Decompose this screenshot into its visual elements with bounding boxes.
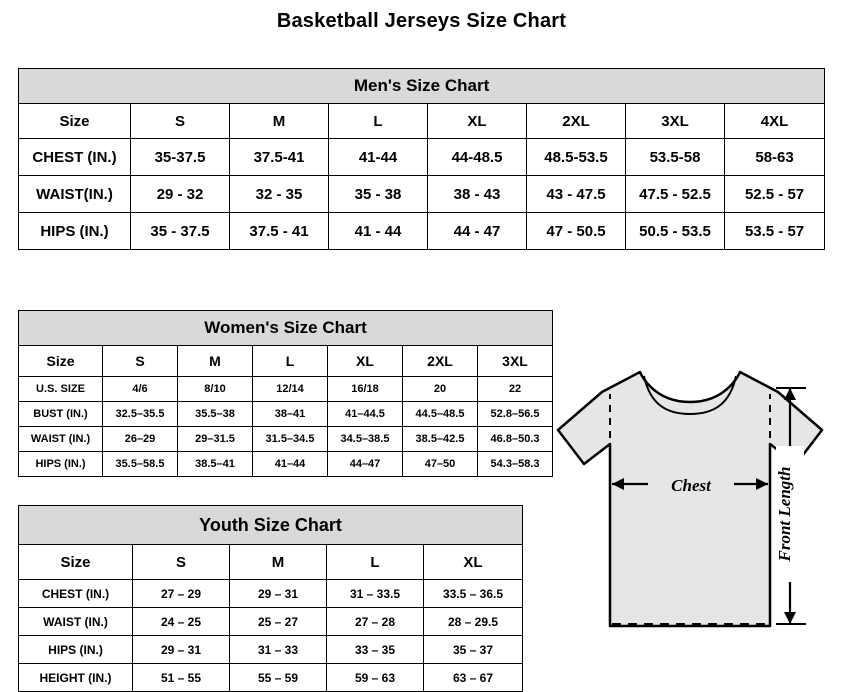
womens-col-header-4: XL — [328, 346, 403, 377]
youth-cell-0-2: 31 – 33.5 — [327, 580, 424, 608]
mens-cell-2-4: 47 - 50.5 — [527, 213, 626, 250]
youth-cell-0-1: 29 – 31 — [230, 580, 327, 608]
womens-col-header-0: Size — [19, 346, 103, 377]
womens-size-chart — [18, 310, 553, 477]
womens-cell-0-5: 22 — [478, 377, 553, 402]
womens-cell-2-3: 34.5–38.5 — [328, 427, 403, 452]
womens-row-label-0: U.S. SIZE — [19, 377, 103, 402]
mens-size-chart — [18, 68, 825, 250]
mens-cell-1-3: 38 - 43 — [428, 176, 527, 213]
youth-size-chart — [18, 505, 523, 692]
mens-size-table — [18, 68, 825, 250]
womens-col-header-2: M — [178, 346, 253, 377]
table-row — [19, 636, 523, 664]
mens-cell-1-1: 32 - 35 — [230, 176, 329, 213]
youth-col-header-1: S — [133, 545, 230, 580]
youth-cell-0-3: 33.5 – 36.5 — [424, 580, 523, 608]
youth-cell-3-1: 55 – 59 — [230, 664, 327, 692]
mens-col-header-3: L — [329, 104, 428, 139]
chest-label: Chest — [671, 476, 711, 495]
youth-col-header-2: M — [230, 545, 327, 580]
youth-cell-3-3: 63 – 67 — [424, 664, 523, 692]
womens-cell-2-0: 26–29 — [103, 427, 178, 452]
youth-row-label-3: HEIGHT (IN.) — [19, 664, 133, 692]
mens-cell-0-6: 58-63 — [725, 139, 825, 176]
mens-cell-2-3: 44 - 47 — [428, 213, 527, 250]
youth-col-header-3: L — [327, 545, 424, 580]
mens-row-label-0: CHEST (IN.) — [19, 139, 131, 176]
womens-cell-2-4: 38.5–42.5 — [403, 427, 478, 452]
tshirt-icon — [540, 358, 840, 678]
mens-cell-2-5: 50.5 - 53.5 — [626, 213, 725, 250]
womens-cell-3-1: 38.5–41 — [178, 452, 253, 477]
womens-chart-caption: Women's Size Chart — [19, 311, 553, 346]
womens-cell-2-5: 46.8–50.3 — [478, 427, 553, 452]
womens-size-table — [18, 310, 553, 477]
table-row — [19, 402, 553, 427]
youth-cell-2-3: 35 – 37 — [424, 636, 523, 664]
womens-row-label-3: HIPS (IN.) — [19, 452, 103, 477]
youth-cell-3-2: 59 – 63 — [327, 664, 424, 692]
youth-col-header-0: Size — [19, 545, 133, 580]
womens-col-header-3: L — [253, 346, 328, 377]
front-length-label: Front Length — [775, 466, 794, 562]
womens-cell-3-4: 47–50 — [403, 452, 478, 477]
youth-cell-0-0: 27 – 29 — [133, 580, 230, 608]
table-row — [19, 176, 825, 213]
mens-cell-1-5: 47.5 - 52.5 — [626, 176, 725, 213]
youth-cell-1-1: 25 – 27 — [230, 608, 327, 636]
womens-col-header-6: 3XL — [478, 346, 553, 377]
womens-cell-0-4: 20 — [403, 377, 478, 402]
youth-chart-caption: Youth Size Chart — [19, 506, 523, 545]
mens-col-header-7: 4XL — [725, 104, 825, 139]
womens-cell-3-0: 35.5–58.5 — [103, 452, 178, 477]
mens-cell-0-2: 41-44 — [329, 139, 428, 176]
womens-cell-2-2: 31.5–34.5 — [253, 427, 328, 452]
mens-col-header-1: S — [131, 104, 230, 139]
mens-cell-2-2: 41 - 44 — [329, 213, 428, 250]
mens-cell-0-3: 44-48.5 — [428, 139, 527, 176]
mens-cell-2-0: 35 - 37.5 — [131, 213, 230, 250]
youth-cell-1-2: 27 – 28 — [327, 608, 424, 636]
womens-cell-0-3: 16/18 — [328, 377, 403, 402]
mens-cell-2-6: 53.5 - 57 — [725, 213, 825, 250]
mens-cell-1-4: 43 - 47.5 — [527, 176, 626, 213]
youth-col-header-4: XL — [424, 545, 523, 580]
womens-cell-0-1: 8/10 — [178, 377, 253, 402]
womens-col-header-1: S — [103, 346, 178, 377]
mens-cell-1-0: 29 - 32 — [131, 176, 230, 213]
womens-cell-1-4: 44.5–48.5 — [403, 402, 478, 427]
womens-cell-1-1: 35.5–38 — [178, 402, 253, 427]
womens-cell-1-3: 41–44.5 — [328, 402, 403, 427]
mens-chart-caption: Men's Size Chart — [19, 69, 825, 104]
mens-cell-0-1: 37.5-41 — [230, 139, 329, 176]
youth-header-row — [19, 545, 523, 580]
youth-row-label-2: HIPS (IN.) — [19, 636, 133, 664]
womens-cell-0-2: 12/14 — [253, 377, 328, 402]
table-row — [19, 580, 523, 608]
youth-cell-1-3: 28 – 29.5 — [424, 608, 523, 636]
mens-cell-1-2: 35 - 38 — [329, 176, 428, 213]
mens-cell-0-5: 53.5-58 — [626, 139, 725, 176]
youth-row-label-0: CHEST (IN.) — [19, 580, 133, 608]
mens-col-header-4: XL — [428, 104, 527, 139]
mens-row-label-1: WAIST(IN.) — [19, 176, 131, 213]
table-row — [19, 608, 523, 636]
mens-col-header-0: Size — [19, 104, 131, 139]
mens-cell-1-6: 52.5 - 57 — [725, 176, 825, 213]
youth-cell-2-0: 29 – 31 — [133, 636, 230, 664]
womens-cell-3-2: 41–44 — [253, 452, 328, 477]
mens-col-header-2: M — [230, 104, 329, 139]
mens-col-header-6: 3XL — [626, 104, 725, 139]
table-row — [19, 427, 553, 452]
womens-header-row — [19, 346, 553, 377]
womens-cell-1-5: 52.8–56.5 — [478, 402, 553, 427]
mens-cell-2-1: 37.5 - 41 — [230, 213, 329, 250]
womens-cell-2-1: 29–31.5 — [178, 427, 253, 452]
womens-cell-3-3: 44–47 — [328, 452, 403, 477]
mens-cell-0-0: 35-37.5 — [131, 139, 230, 176]
womens-row-label-2: WAIST (IN.) — [19, 427, 103, 452]
mens-cell-0-4: 48.5-53.5 — [527, 139, 626, 176]
page-title: Basketball Jerseys Size Chart — [276, 10, 567, 32]
youth-cell-1-0: 24 – 25 — [133, 608, 230, 636]
womens-cell-3-5: 54.3–58.3 — [478, 452, 553, 477]
womens-cell-1-0: 32.5–35.5 — [103, 402, 178, 427]
mens-header-row — [19, 104, 825, 139]
mens-row-label-2: HIPS (IN.) — [19, 213, 131, 250]
mens-col-header-5: 2XL — [527, 104, 626, 139]
table-row — [19, 213, 825, 250]
table-row — [19, 664, 523, 692]
womens-col-header-5: 2XL — [403, 346, 478, 377]
table-row — [19, 139, 825, 176]
youth-cell-2-1: 31 – 33 — [230, 636, 327, 664]
womens-row-label-1: BUST (IN.) — [19, 402, 103, 427]
table-row — [19, 452, 553, 477]
womens-cell-1-2: 38–41 — [253, 402, 328, 427]
measurement-diagram — [540, 358, 840, 678]
youth-cell-2-2: 33 – 35 — [327, 636, 424, 664]
youth-size-table — [18, 505, 523, 692]
womens-cell-0-0: 4/6 — [103, 377, 178, 402]
youth-row-label-1: WAIST (IN.) — [19, 608, 133, 636]
youth-cell-3-0: 51 – 55 — [133, 664, 230, 692]
table-row — [19, 377, 553, 402]
